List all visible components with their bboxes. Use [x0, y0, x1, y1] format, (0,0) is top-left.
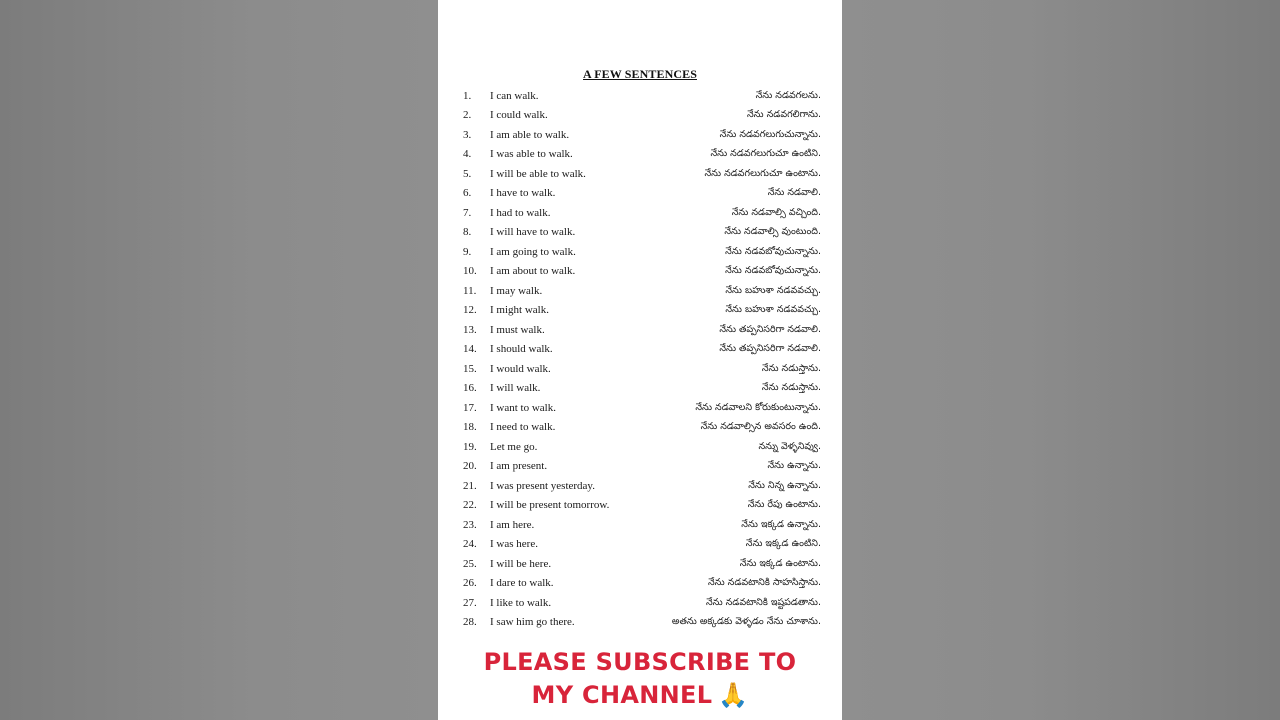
row-number: 14. [463, 343, 477, 356]
sentence-row-14 [438, 339, 842, 359]
english-sentence: I saw him go there. [490, 616, 575, 629]
sentence-list [438, 86, 842, 632]
telugu-translation: నన్ను వెళ్ళనివ్వు. [758, 440, 821, 452]
subscribe-line-2-wrapper [438, 679, 842, 712]
english-sentence: I need to walk. [490, 421, 556, 434]
telugu-translation: నేను ఇక్కడ ఉంటిని. [745, 538, 821, 550]
telugu-translation: నేను నడుస్తాను. [761, 362, 821, 374]
sentence-row-1 [438, 86, 842, 106]
english-sentence: I must walk. [490, 323, 545, 336]
sentence-row-5 [438, 164, 842, 184]
row-number: 2. [463, 109, 472, 122]
sentence-row-20 [438, 456, 842, 476]
sentence-row-25 [438, 554, 842, 574]
telugu-translation: నేను నడవబోవుచున్నాను. [725, 245, 821, 257]
english-sentence: I am going to walk. [490, 245, 576, 258]
telugu-translation: నేను నడవటానికి ఇష్టపడతాను. [705, 596, 821, 608]
row-number: 28. [463, 616, 477, 629]
sentence-row-10 [438, 261, 842, 281]
english-sentence: I will be here. [490, 557, 552, 570]
telugu-translation: నేను బహుశా నడవవచ్చు. [725, 284, 821, 296]
telugu-translation: నేను ఉన్నాను. [767, 460, 821, 472]
subscribe-call-to-action [438, 646, 842, 712]
english-sentence: I am here. [490, 518, 535, 531]
sentence-row-9 [438, 242, 842, 262]
sentence-row-28 [438, 612, 842, 632]
english-sentence: I want to walk. [490, 401, 556, 414]
english-sentence: I will have to walk. [490, 226, 576, 239]
sentence-row-21 [438, 476, 842, 496]
english-sentence: I was able to walk. [490, 148, 573, 161]
english-sentence: I will be able to walk. [490, 167, 586, 180]
row-number: 15. [463, 362, 477, 375]
sentence-row-27 [438, 593, 842, 613]
row-number: 22. [463, 499, 477, 512]
row-number: 21. [463, 479, 477, 492]
english-sentence: I can walk. [490, 89, 539, 102]
english-sentence: I had to walk. [490, 206, 551, 219]
subscribe-line-1: PLEASE SUBSCRIBE TO [483, 648, 797, 676]
english-sentence: Let me go. [490, 440, 538, 453]
telugu-translation: నేను నడుస్తాను. [761, 382, 821, 394]
telugu-translation: నేను నిన్న ఉన్నాను. [748, 479, 821, 491]
telugu-translation: నేను ఇక్కడ ఉంటాను. [739, 557, 821, 569]
telugu-translation: నేను నడవాల్సి వచ్చింది. [731, 206, 821, 218]
sentence-row-24 [438, 534, 842, 554]
telugu-translation: నేను రేపు ఉంటాను. [747, 499, 821, 511]
row-number: 7. [463, 206, 472, 219]
sentence-row-17 [438, 398, 842, 418]
telugu-translation: నేను బహుశా నడవవచ్చు. [725, 304, 821, 316]
english-sentence: I like to walk. [490, 596, 552, 609]
english-sentence: I am able to walk. [490, 128, 570, 141]
telugu-translation: నేను నడవాల్సి వుంటుంది. [724, 226, 821, 238]
english-sentence: I was here. [490, 538, 538, 551]
english-sentence: I will walk. [490, 382, 541, 395]
document-page [438, 0, 842, 720]
row-number: 23. [463, 518, 477, 531]
telugu-translation: నేను నడవగలుగుచున్నాను. [719, 128, 821, 140]
sentence-row-12 [438, 300, 842, 320]
subscribe-line-2: MY CHANNEL [531, 681, 713, 709]
document-title: A FEW SENTENCES [583, 67, 697, 81]
telugu-translation: నేను నడవగలుగుచూ ఉంటాను. [704, 167, 821, 179]
row-number: 19. [463, 440, 477, 453]
sentence-row-16 [438, 378, 842, 398]
sentence-row-11 [438, 281, 842, 301]
english-sentence: I dare to walk. [490, 577, 554, 590]
sentence-row-22 [438, 495, 842, 515]
telugu-translation: నేను నడవగలను. [755, 89, 821, 101]
row-number: 11. [463, 284, 477, 297]
sentence-row-23 [438, 515, 842, 535]
sentence-row-2 [438, 105, 842, 125]
english-sentence: I am present. [490, 460, 548, 473]
row-number: 20. [463, 460, 477, 473]
row-number: 4. [463, 148, 472, 161]
row-number: 8. [463, 226, 472, 239]
sentence-row-18 [438, 417, 842, 437]
english-sentence: I have to walk. [490, 187, 556, 200]
row-number: 16. [463, 382, 477, 395]
telugu-translation: నేను నడవబోవుచున్నాను. [725, 265, 821, 277]
sentence-row-3 [438, 125, 842, 145]
row-number: 24. [463, 538, 477, 551]
telugu-translation: అతను అక్కడకు వెళ్ళడం నేను చూశాను. [671, 616, 821, 628]
telugu-translation: నేను నడవాలని కోరుకుంటున్నాను. [695, 401, 821, 413]
sentence-row-4 [438, 144, 842, 164]
row-number: 25. [463, 557, 477, 570]
telugu-translation: నేను తప్పనిసరిగా నడవాలి. [719, 343, 821, 355]
sentence-row-6 [438, 183, 842, 203]
row-number: 5. [463, 167, 472, 180]
english-sentence: I would walk. [490, 362, 551, 375]
telugu-translation: నేను నడవాల్సిన అవసరం ఉంది. [700, 421, 821, 433]
telugu-translation: నేను ఇక్కడ ఉన్నాను. [741, 518, 821, 530]
telugu-translation: నేను నడవాలి. [767, 187, 821, 199]
row-number: 1. [463, 89, 472, 102]
row-number: 6. [463, 187, 472, 200]
english-sentence: I may walk. [490, 284, 543, 297]
row-number: 13. [463, 323, 477, 336]
english-sentence: I am about to walk. [490, 265, 576, 278]
sentence-row-7 [438, 203, 842, 223]
english-sentence: I was present yesterday. [490, 479, 595, 492]
telugu-translation: నేను నడవటానికి సాహసిస్తాను. [708, 577, 821, 589]
english-sentence: I will be present tomorrow. [490, 499, 610, 512]
telugu-translation: నేను తప్పనిసరిగా నడవాలి. [719, 323, 821, 335]
telugu-translation: నేను నడవగలిగాను. [746, 109, 821, 121]
row-number: 17. [463, 401, 477, 414]
row-number: 26. [463, 577, 477, 590]
row-number: 9. [463, 245, 472, 258]
row-number: 10. [463, 265, 477, 278]
sentence-row-19 [438, 437, 842, 457]
english-sentence: I might walk. [490, 304, 549, 317]
row-number: 27. [463, 596, 477, 609]
row-number: 18. [463, 421, 477, 434]
row-number: 3. [463, 128, 472, 141]
sentence-row-15 [438, 359, 842, 379]
row-number: 12. [463, 304, 477, 317]
sentence-row-8 [438, 222, 842, 242]
telugu-translation: నేను నడవగలుగుచూ ఉంటిని. [710, 148, 821, 160]
sentence-row-13 [438, 320, 842, 340]
sentence-row-26 [438, 573, 842, 593]
folded-hands-icon: 🙏 [718, 681, 749, 709]
english-sentence: I could walk. [490, 109, 548, 122]
english-sentence: I should walk. [490, 343, 553, 356]
